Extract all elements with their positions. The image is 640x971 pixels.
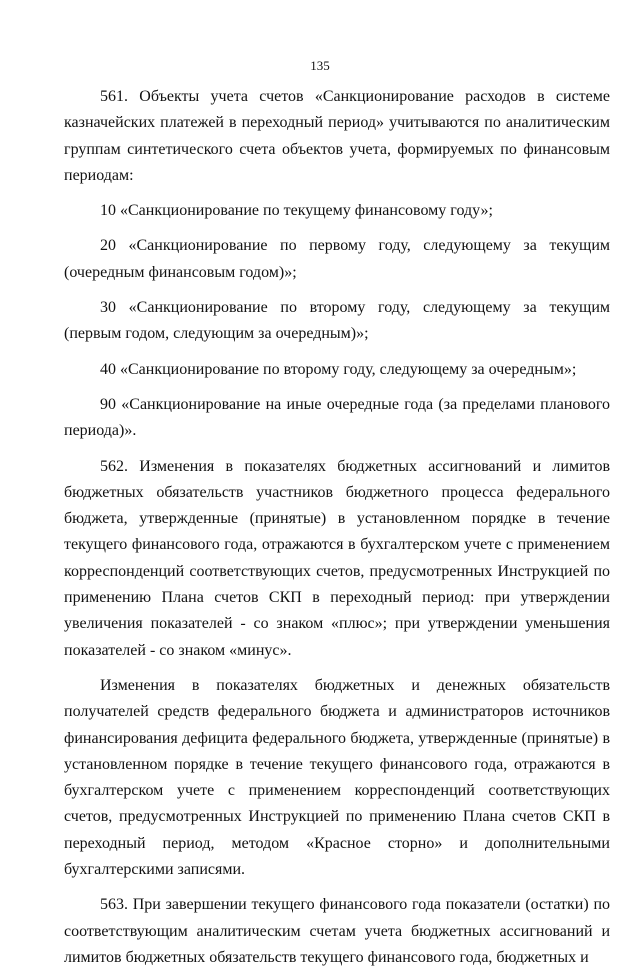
paragraph-563: 563. При завершении текущего финансового года показатели (остатки) по соответствующим аналитическим счетам учета бюджетных ассигнований и лимитов бюджетных обязательств текущего финансового года, бюджетных и xyxy=(64,896,610,966)
paragraph-562: 562. Изменения в показателях бюджетных ассигнований и лимитов бюджетных обязательств участников бюджетного процесса федерального бюджета, утвержденные (принятые) в установленном порядке в течение текущего финансового года, отражаются в бухгалтерском учете с применением корреспонденций соответствующих счетов, предусмотренных Инструкцией по применению Плана счетов СКП в переходный период: при утверждении увеличения показателей - со знаком «плюс»; при утверждении уменьшения показателей - со знаком «минус». xyxy=(64,457,610,659)
list-item-90: 90 «Санкционирование на иные очередные года (за пределами планового периода)». xyxy=(64,395,610,440)
paragraph-561: 561. Объекты учета счетов «Санкционирование расходов в системе казначейских платежей в переходный период» учитываются по аналитическим группам синтетического счета объектов учета, формируемых по финансовым периодам: xyxy=(64,88,610,184)
list-item-40: 40 «Санкционирование по второму году, следующему за очередным»; xyxy=(100,360,577,378)
list-item-20: 20 «Санкционирование по первому году, следующему за текущим (очередным финансовым годом)»; xyxy=(64,237,610,281)
document-body xyxy=(64,84,610,971)
list-item-30: 30 «Санкционирование по второму году, следующему за текущим (первым годом, следующим за очередным)»; xyxy=(64,299,610,343)
list-item-10: 10 «Санкционирование по текущему финансовому году»; xyxy=(100,202,493,220)
paragraph-562-continued: Изменения в показателях бюджетных и денежных обязательств получателей средств федерального бюджета и администраторов источников финансирования дефицита федерального бюджета, утвержденные (принятые) в установленном порядке в течение текущего финансового года, отражаются в бухгалтерском учете с применением корреспонденций соответствующих счетов, предусмотренных Инструкцией по применению Плана счетов СКП в переходный период, методом «Красное сторно» и дополнительными бухгалтерскими записями. xyxy=(64,676,610,879)
page-number: 135 xyxy=(310,58,330,73)
